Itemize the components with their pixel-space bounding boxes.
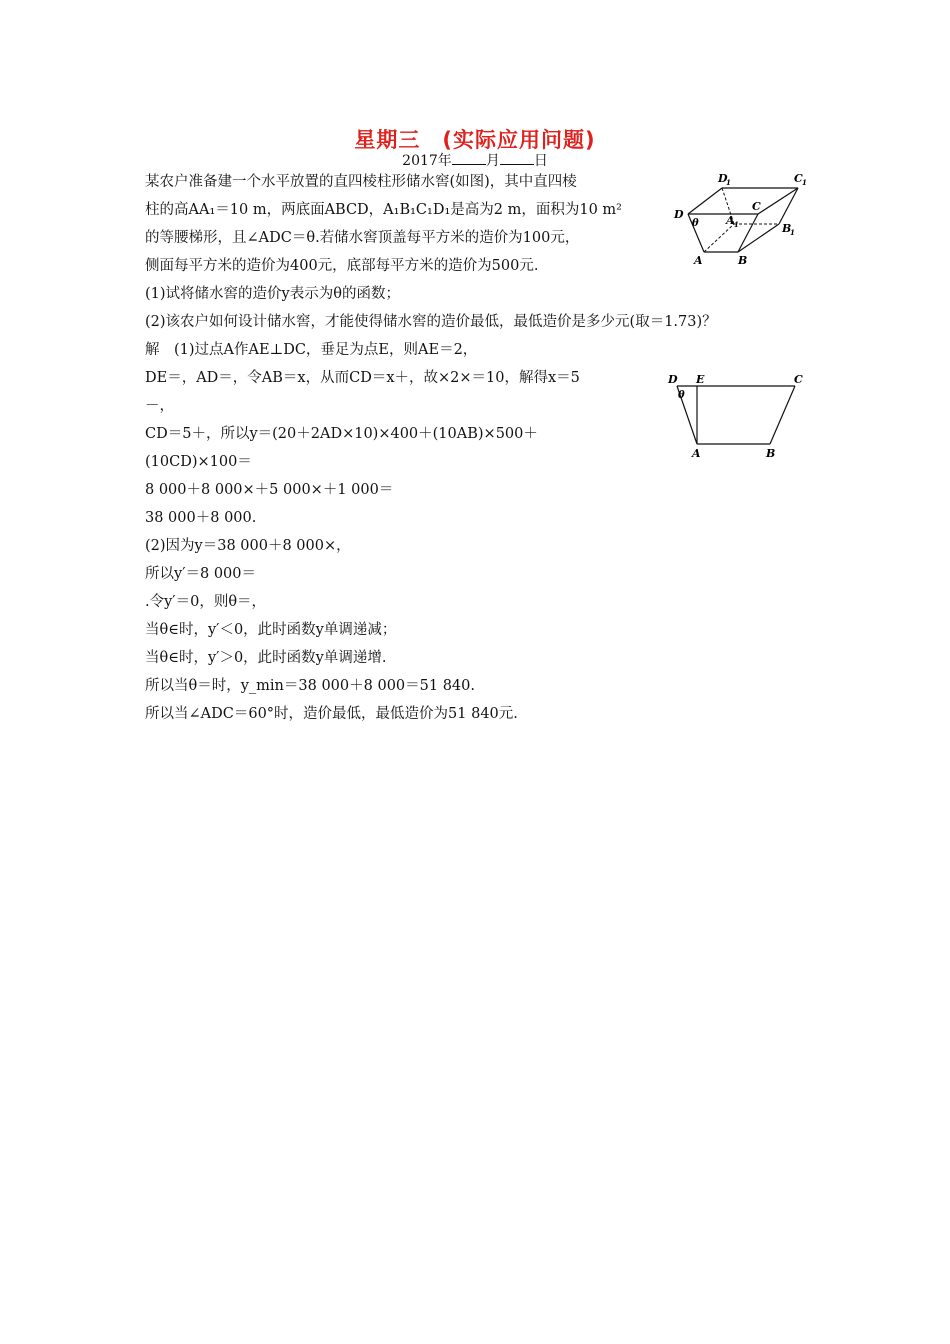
label-theta: θ xyxy=(692,218,699,229)
solution-line: 8 000＋8 000×＋5 000×＋1 000＝ xyxy=(145,482,394,498)
label-B1-sub: 1 xyxy=(790,228,795,237)
solution-line: 38 000＋8 000. xyxy=(145,510,257,526)
date-month: 月 xyxy=(485,153,500,169)
prism-figure xyxy=(668,168,818,268)
problem-line: 柱的高AA₁＝10 m，两底面ABCD，A₁B₁C₁D₁是高为2 m，面积为10 m² xyxy=(145,202,622,218)
problem-part-1: (1)试将储水窖的造价y表示为θ的函数； xyxy=(145,286,400,302)
label-D: D xyxy=(674,208,684,221)
solution-line: (2)因为y＝38 000＋8 000×， xyxy=(145,538,351,554)
solution-line: 当θ∈时，y′＞0，此时函数y单调递增. xyxy=(145,650,387,666)
date-day: 日 xyxy=(533,153,548,169)
label-E: E xyxy=(696,373,705,386)
label-A: A xyxy=(692,447,701,460)
label-C1-sub: 1 xyxy=(802,178,807,187)
label-C: C xyxy=(752,200,761,213)
solution-line: (10CD)×100＝ xyxy=(145,454,252,470)
trapezoid-figure xyxy=(660,370,810,465)
month-blank xyxy=(452,152,486,165)
label-D1-sub: 1 xyxy=(726,178,731,187)
page-title: 星期三 (实际应用问题) xyxy=(354,128,596,152)
date-line xyxy=(0,150,950,170)
label-B: B xyxy=(766,447,776,460)
date-year: 2017年 xyxy=(402,153,452,169)
label-C1: C xyxy=(794,172,803,185)
solution-line: .令y′＝0，则θ＝， xyxy=(145,594,267,610)
label-D1: D xyxy=(718,172,728,185)
label-C: C xyxy=(794,373,803,386)
label-A1: A xyxy=(726,214,735,227)
label-theta: θ xyxy=(678,390,685,401)
day-blank xyxy=(500,152,534,165)
problem-line: 某农户准备建一个水平放置的直四棱柱形储水窖(如图)，其中直四棱 xyxy=(145,174,577,190)
label-B1: B xyxy=(782,222,792,235)
solution-line: 所以当∠ADC＝60°时，造价最低，最低造价为51 840元. xyxy=(145,706,518,722)
label-A: A xyxy=(694,254,703,267)
solution-line: 所以y′＝8 000＝ xyxy=(145,566,256,582)
solution-line: DE＝，AD＝，令AB＝x，从而CD＝x＋，故×2×＝10，解得x＝5 xyxy=(145,370,580,386)
problem-part-2: (2)该农户如何设计储水窖，才能使得储水窖的造价最低，最低造价是多少元(取＝1.73)？ xyxy=(145,314,717,330)
label-D: D xyxy=(668,373,678,386)
solution-line: 当θ∈时，y′＜0，此时函数y单调递减； xyxy=(145,622,397,638)
label-B: B xyxy=(738,254,748,267)
solution-line: －， xyxy=(145,398,174,414)
solution-line: CD＝5＋，所以y＝(20＋2AD×10)×400＋(10AB)×500＋ xyxy=(145,426,538,442)
problem-line: 侧面每平方米的造价为400元，底部每平方米的造价为500元. xyxy=(145,258,539,274)
solution-line: 解 (1)过点A作AE⊥DC，垂足为点E，则AE＝2， xyxy=(145,342,478,358)
solution-line: 所以当θ＝时，y_min＝38 000＋8 000＝51 840. xyxy=(145,678,475,694)
label-A1-sub: 1 xyxy=(734,220,739,229)
problem-line: 的等腰梯形，且∠ADC＝θ.若储水窖顶盖每平方米的造价为100元， xyxy=(145,230,580,246)
